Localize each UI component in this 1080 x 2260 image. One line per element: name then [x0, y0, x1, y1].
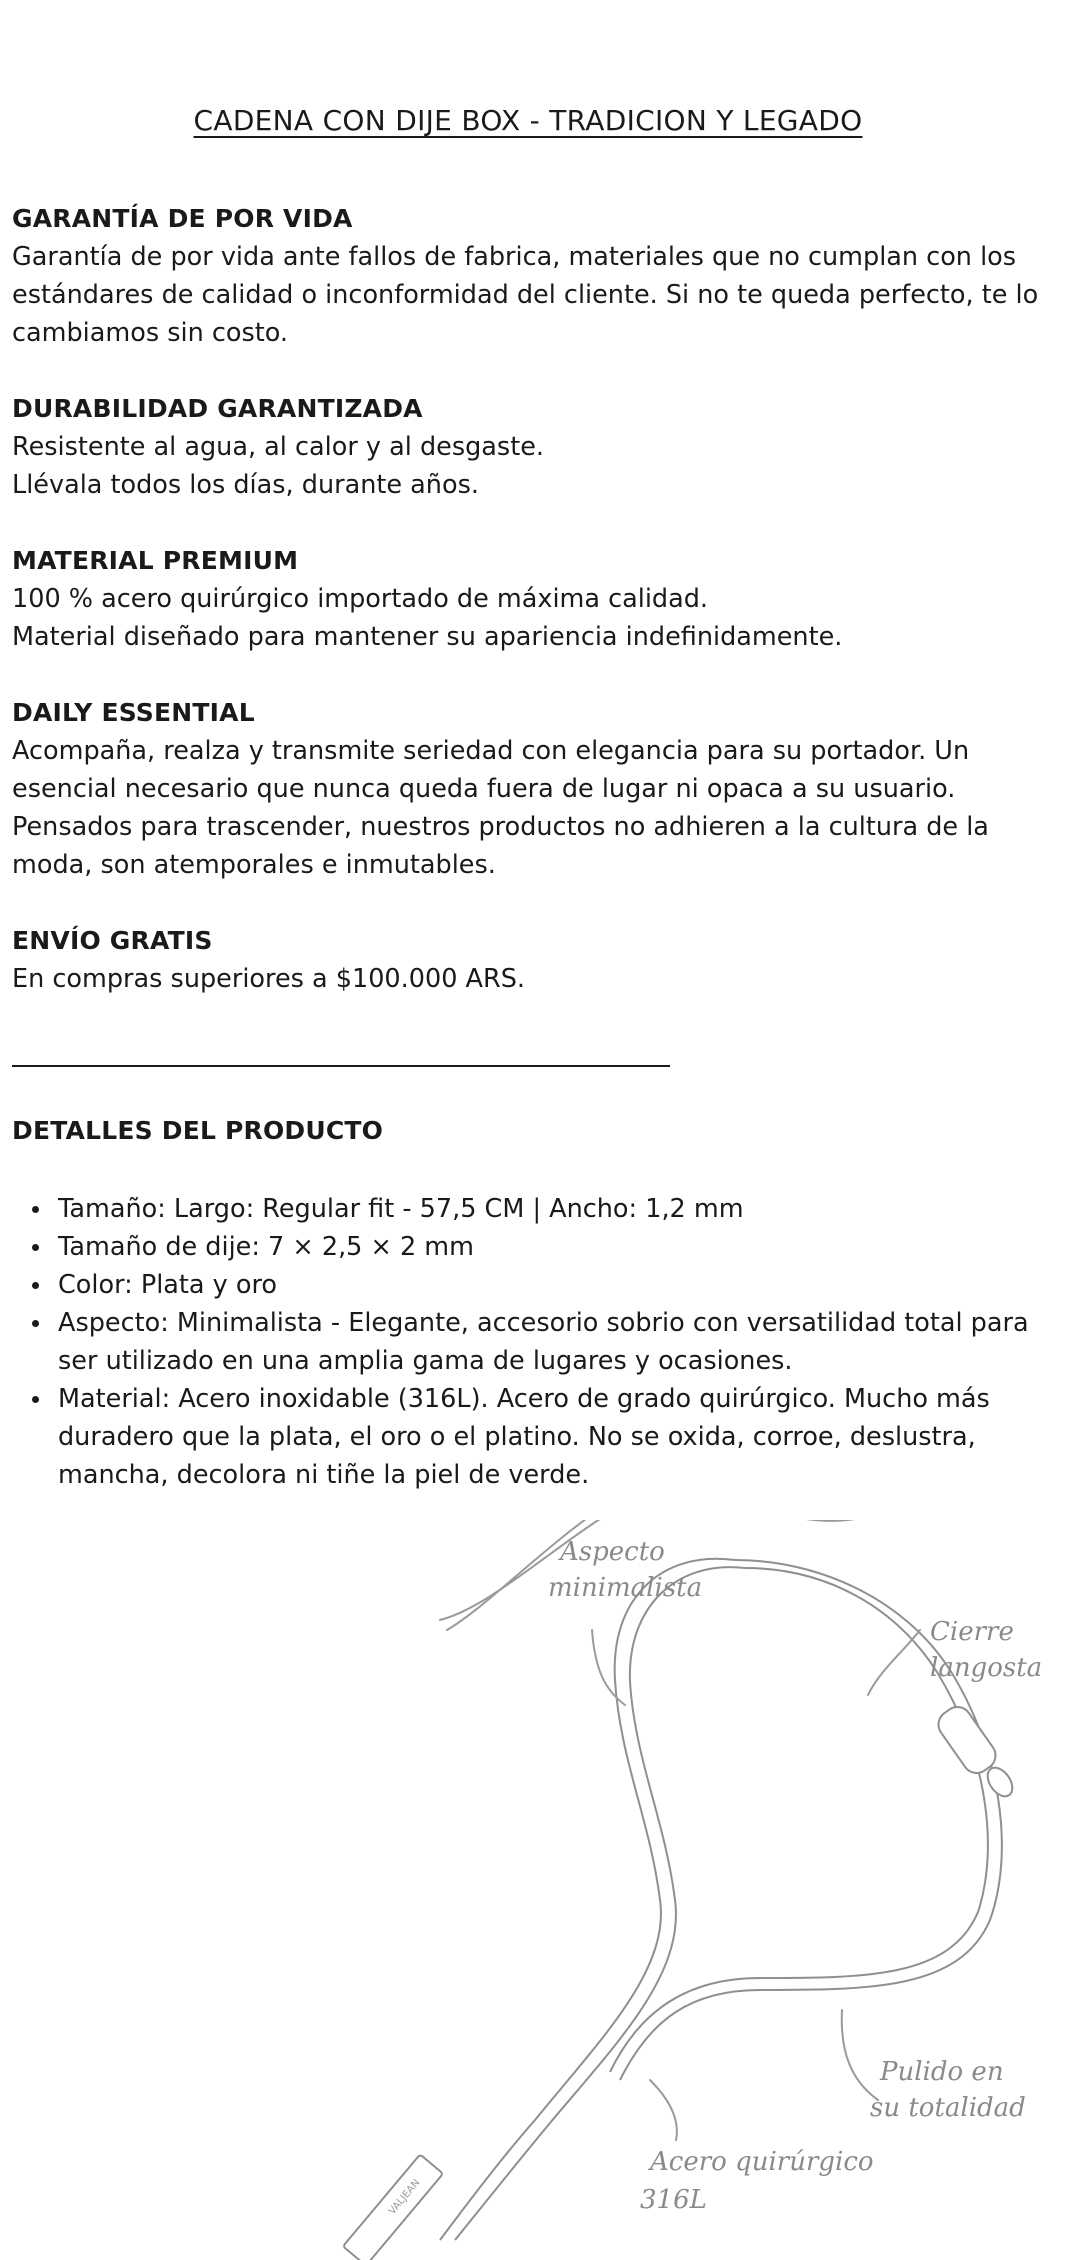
section-heading: ENVÍO GRATIS [12, 926, 213, 955]
details-section [12, 1112, 1062, 1150]
label-acero: Acero quirúrgico [650, 2147, 874, 2177]
details-item-text: ser utilizado en una amplia gama de lugares y ocasiones. [58, 1346, 793, 1376]
section-line: Acompaña, realza y transmite seriedad con elegancia para su portador. Un [12, 736, 970, 766]
label-minimalista: minimalista [548, 1573, 703, 1603]
details-item [12, 1266, 1072, 1304]
section-line: cambiamos sin costo. [12, 318, 289, 348]
section-line: esencial necesario que nunca queda fuera de lugar ni opaca a su usuario. [12, 774, 956, 804]
section-line: En compras superiores a $100.000 ARS. [12, 964, 525, 994]
details-item-text: Tamaño de dije: 7 × 2,5 × 2 mm [58, 1232, 474, 1262]
section-line: 100 % acero quirúrgico importado de máxima calidad. [12, 584, 709, 614]
necklace-illustration [0, 1520, 1080, 2260]
details-item-text: Aspecto: Minimalista - Elegante, accesorio sobrio con versatilidad total para [58, 1308, 1029, 1338]
section-heading: DURABILIDAD GARANTIZADA [12, 394, 423, 423]
pendant-engraving: VALJEAN [386, 2177, 423, 2217]
label-316l: 316L [640, 2185, 707, 2215]
details-item [12, 1228, 1072, 1266]
details-item-text: mancha, decolora ni tiñe la piel de verde. [58, 1460, 590, 1490]
divider [12, 1065, 670, 1067]
section-line: Material diseñado para mantener su apariencia indefinidamente. [12, 622, 843, 652]
details-item [12, 1304, 1072, 1380]
details-item-text: Color: Plata y oro [58, 1270, 277, 1300]
details-item-text: duradero que la plata, el oro o el platino. No se oxida, corroe, deslustra, [58, 1422, 976, 1452]
section-lifetime-warranty [12, 200, 1062, 352]
section-free-shipping [12, 922, 1062, 998]
label-cierre: Cierre [930, 1617, 1014, 1647]
page-title: CADENA CON DIJE BOX - TRADICION Y LEGADO [193, 104, 863, 137]
section-line: estándares de calidad o inconformidad del cliente. Si no te queda perfecto, te lo [12, 280, 1039, 310]
details-item-text: Tamaño: Largo: Regular fit - 57,5 CM | Ancho: 1,2 mm [58, 1194, 744, 1224]
section-material-premium [12, 542, 1062, 656]
section-line: Resistente al agua, al calor y al desgaste. [12, 432, 544, 462]
section-daily-essential [12, 694, 1062, 884]
details-item-text: Material: Acero inoxidable (316L). Acero de grado quirúrgico. Mucho más [58, 1384, 990, 1414]
section-heading: GARANTÍA DE POR VIDA [12, 204, 353, 233]
details-item [12, 1380, 1072, 1494]
details-heading: DETALLES DEL PRODUCTO [12, 1116, 384, 1145]
label-su-totalidad: su totalidad [870, 2093, 1026, 2123]
section-line: Garantía de por vida ante fallos de fabrica, materiales que no cumplan con los [12, 242, 1017, 272]
section-durability [12, 390, 1062, 504]
label-pulido: Pulido en [880, 2057, 1004, 2087]
section-heading: DAILY ESSENTIAL [12, 698, 255, 727]
section-line: Pensados para trascender, nuestros productos no adhieren a la cultura de la [12, 812, 989, 842]
label-aspecto: Aspecto [560, 1537, 665, 1567]
details-list [12, 1190, 1072, 1494]
label-langosta: langosta [930, 1653, 1043, 1683]
section-line: Llévala todos los días, durante años. [12, 470, 479, 500]
section-line: moda, son atemporales e inmutables. [12, 850, 496, 880]
section-heading: MATERIAL PREMIUM [12, 546, 299, 575]
details-item [12, 1190, 1072, 1228]
